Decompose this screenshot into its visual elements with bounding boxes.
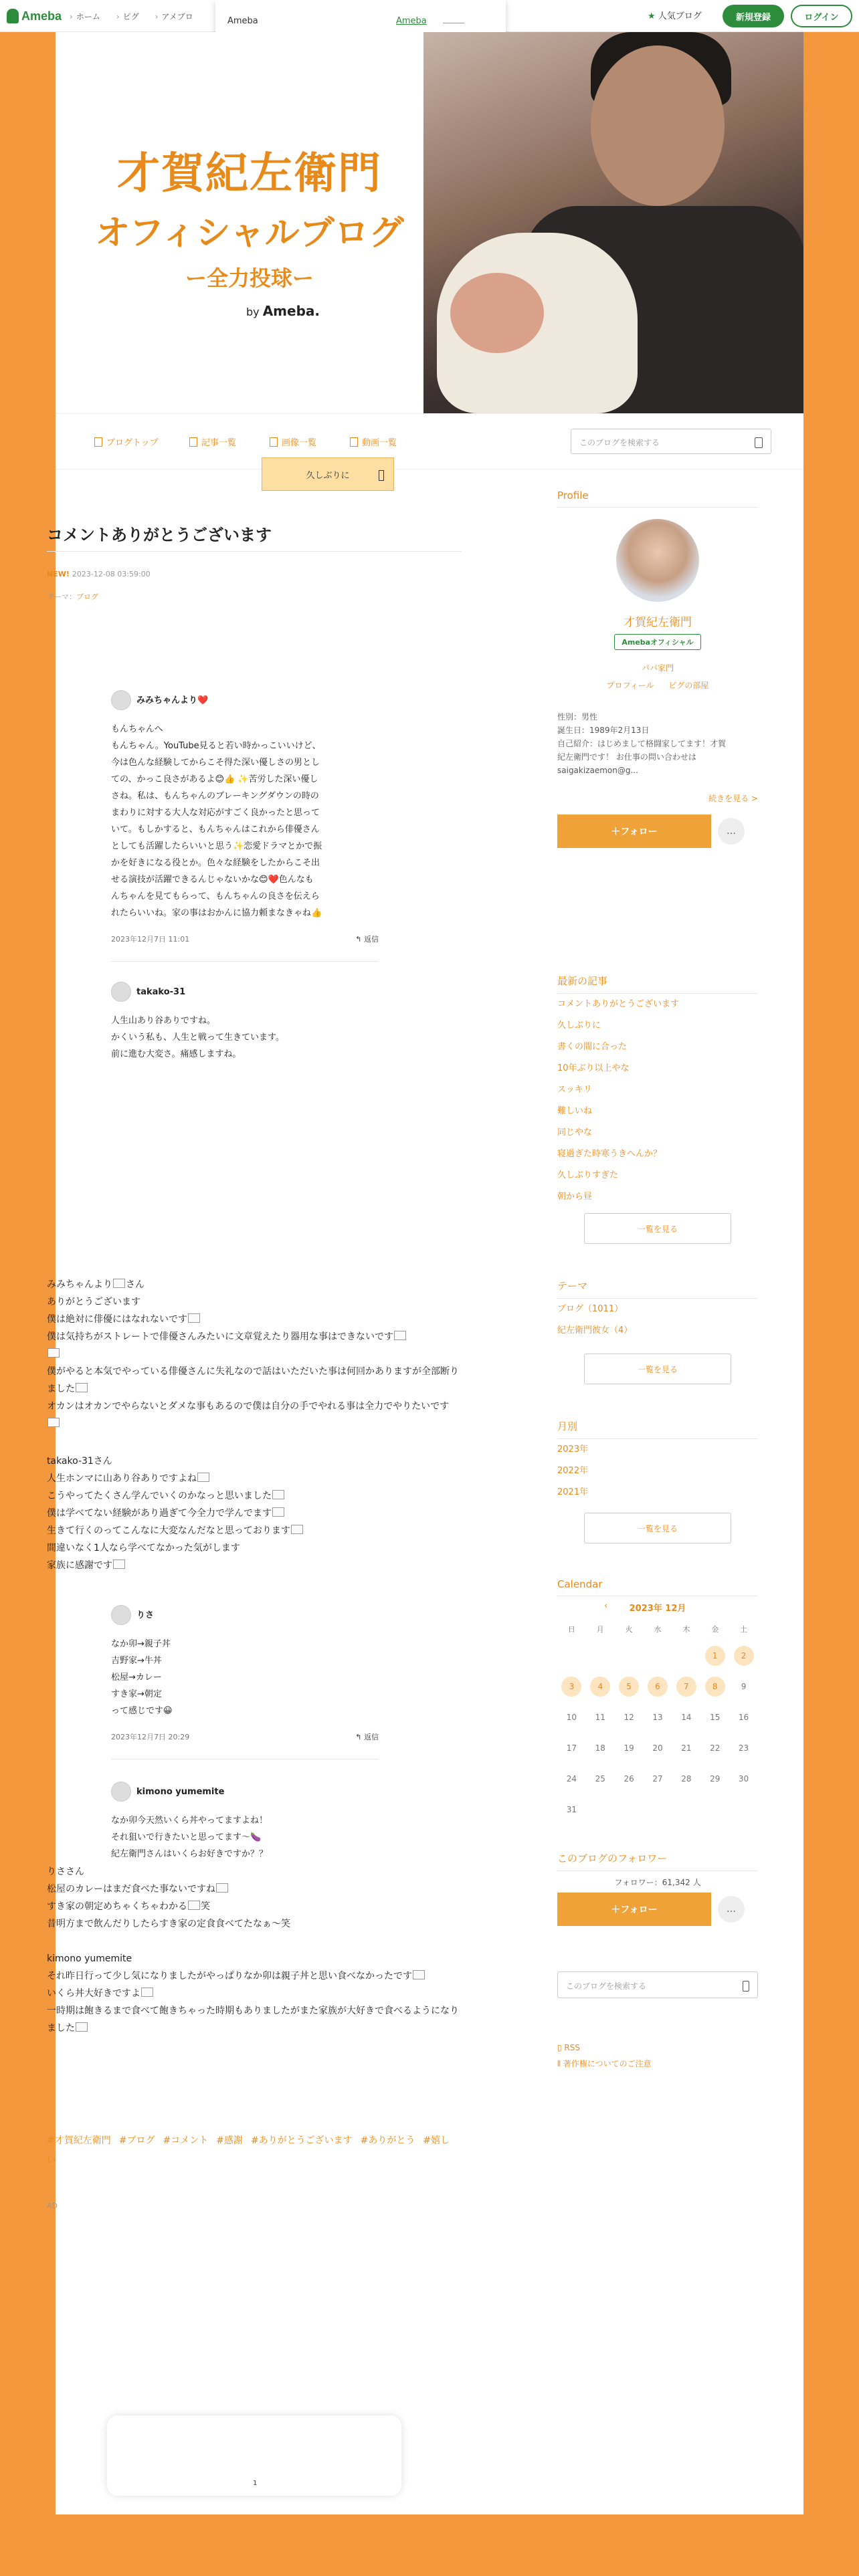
avatar (111, 1605, 131, 1625)
month-link[interactable]: 2023年 (557, 1444, 589, 1455)
calendar-empty (644, 1645, 672, 1667)
emoji-image (141, 1988, 153, 1997)
calendar-day: 19 (624, 1743, 634, 1753)
recent-entry-link[interactable]: 久しぶりに (557, 1021, 601, 1031)
text-line: なか卯今天然いくら丼やってますよね！ (111, 1816, 268, 1826)
copyright-link[interactable]: ⫴ 著作権についてのご注意 (557, 2059, 652, 2068)
text-line: こうやってたくさん学んでいくのかなっと思いました (47, 1487, 462, 1505)
text-line: みみちゃんより さん (47, 1279, 145, 1290)
nav-pigg[interactable]: › ピグ (116, 11, 139, 22)
rss-icon: ▯ (557, 2043, 565, 2052)
hashtag-link[interactable]: #ありがとうございます (250, 2135, 353, 2146)
text-line: takako-31さん (47, 1456, 112, 1467)
promo-card[interactable]: 1 (107, 2416, 401, 2496)
rss-link[interactable]: ▯ RSS (557, 2043, 580, 2052)
weekday-label: 月 (596, 1625, 604, 1634)
calendar-day: 18 (595, 1743, 605, 1753)
calendar-day: 28 (681, 1774, 692, 1784)
hashtag-link[interactable]: #コメント (163, 2135, 209, 2146)
text-line: それ昨日行って少し気になりましたがやっぱりなか卯は親子丼と思い食べなかったです (47, 1967, 462, 1985)
avatar (111, 690, 131, 710)
text-line: 生きて行くのってこんなに大変なんだなと思っております (47, 1522, 462, 1539)
text-line: 僕は学べてない経験があり過ぎて今全力で学んでます (47, 1505, 462, 1522)
theme-link[interactable]: ブログ (76, 593, 98, 601)
recent-entry-link[interactable]: コメントありがとうございます (557, 999, 680, 1009)
recent-entry-link[interactable]: 久しぶりすぎた (557, 1170, 619, 1180)
month-link[interactable]: 2021年 (557, 1487, 589, 1497)
hashtag-link[interactable]: #才賀紀左衛門 (47, 2135, 111, 2146)
text-line: いくら丼大好きですよ (47, 1985, 462, 2002)
text-line: すき家の朝定めちゃくちゃわかる 笑 (47, 1901, 210, 1912)
emoji-image (272, 1507, 284, 1517)
comment-text (111, 1812, 379, 1862)
recent-entry-link[interactable]: 寝過ぎた時寒うきへんか？ (557, 1149, 662, 1159)
recent-entry-link[interactable]: スッキリ (557, 1085, 592, 1095)
blog-header[interactable] (56, 32, 803, 413)
blog-nav (56, 413, 803, 469)
text-line: んちゃんを見てもらって、もんちゃんの良さを伝えら (111, 891, 320, 901)
register-button[interactable]: 新規登録 (723, 5, 784, 27)
text-line: 人生ホンマに山あり谷ありですよね (47, 1470, 462, 1487)
weekday-label: 木 (682, 1625, 690, 1634)
comment-card: kimono yumemite なか卯今天然いくら丼やってますよね！ それ狙いで行きたいと思ってます〜🍆 紀左衛門さんはいくらお好きですか？？ (111, 1782, 379, 1862)
text-line: すき家→朝定 (111, 1689, 162, 1699)
calendar-empty (557, 1645, 586, 1667)
text-line: 家族に感謝です (47, 1557, 462, 1574)
calendar-day: 15 (710, 1713, 721, 1722)
text-line: オカンはオカンでやらないとダメな事もあるので僕は自分の手でやれる事は全力でやりたいです (47, 1398, 462, 1432)
calendar-title: Calendar (557, 1578, 758, 1596)
hashtag-link[interactable]: #嬉しい (47, 2135, 450, 2166)
by-ameba: by Ameba. (246, 303, 320, 319)
nav-video-list[interactable]: 動画一覧 (350, 435, 397, 448)
calendar-day[interactable]: 3 (557, 1676, 586, 1697)
calendar-day: 11 (595, 1713, 605, 1722)
calendar-day: 9 (741, 1682, 747, 1691)
photo-baby-face (450, 273, 544, 353)
profile-info (557, 710, 758, 777)
hashtag-link[interactable]: #ブログ (118, 2135, 155, 2146)
text-line: 前に進む大変さ。痛感しますね。 (111, 1049, 242, 1059)
profile-title: Profile (557, 490, 758, 508)
text-line: かくいう私も、人生と戦って生きています。 (111, 1033, 284, 1043)
text-line: なか卯→親子丼 (111, 1639, 171, 1649)
ad-label: AD (47, 2202, 58, 2210)
calendar-day: 26 (624, 1774, 634, 1784)
calendar-prev-icon[interactable]: ‹ (604, 1601, 608, 1611)
text-line: 僕は絶対に俳優にはなれないです (47, 1311, 462, 1328)
login-button[interactable]: ログイン (791, 5, 852, 27)
calendar-day[interactable]: 6 (644, 1676, 672, 1697)
emoji-image (188, 1313, 200, 1323)
ameba-logo[interactable]: Ameba (7, 8, 62, 24)
calendar-day: 17 (566, 1743, 577, 1753)
emoji-image (113, 1560, 125, 1569)
profile-info-line: 誕生日：1989年2月13日 (557, 726, 650, 735)
recent-entry-link[interactable]: 書くの間に合った (557, 1042, 628, 1052)
comment-text (111, 721, 379, 922)
bottom-bar (0, 2514, 859, 2576)
body-paragraph (47, 1276, 462, 1432)
nav-image-list[interactable]: 画像一覧 (270, 435, 316, 448)
calendar-empty (586, 1645, 615, 1667)
calendar-day: 21 (681, 1743, 692, 1753)
entry-title: コメントありがとうございます (47, 526, 272, 544)
weekday-label: 火 (625, 1625, 633, 1634)
calendar-day: 31 (566, 1805, 577, 1814)
photo-head (591, 45, 725, 206)
recent-entry-link[interactable]: 10年ぶり以上やな (557, 1063, 630, 1073)
calendar-day: 23 (738, 1743, 749, 1753)
text-line: kimono yumemite (47, 1953, 132, 1964)
emoji-image (76, 2022, 88, 2032)
popular-blog-link[interactable]: ★ 人気ブログ (648, 11, 702, 21)
sidebar-search-input[interactable]: このブログを検索する (557, 1971, 758, 1998)
profile-info-line: 性別：男性 (557, 712, 598, 722)
follow-button-2[interactable]: ＋フォロー (557, 1893, 711, 1926)
nav-ameblo[interactable]: › アメブロ (155, 11, 193, 22)
theme-title: テーマ (557, 1279, 758, 1299)
text-line: ての、かっこ良さがあるよ😊👍 ✨苦労した深い優し (111, 774, 318, 784)
ameba-logo-icon (7, 9, 19, 23)
pigg-room-link[interactable]: ピグの部屋 (668, 681, 709, 690)
info-icon: ⫴ (557, 2059, 563, 2068)
body-paragraph (47, 1950, 462, 2037)
profile-avatar[interactable] (616, 519, 699, 602)
text-line: 吉野家→牛丼 (111, 1656, 162, 1666)
header-photo (423, 32, 803, 413)
weekday-label: 金 (711, 1625, 719, 1634)
emoji-image (113, 1279, 125, 1288)
calendar-day[interactable]: 8 (700, 1676, 729, 1697)
text-line: りささん (47, 1866, 84, 1877)
calendar-day[interactable]: 4 (586, 1676, 615, 1697)
text-line: としても活躍したらいいと思う✨恋愛ドラマとかで振 (111, 841, 322, 851)
emoji-image (272, 1490, 284, 1499)
entry-theme: テーマ：ブログ (47, 593, 98, 601)
recent-list (557, 994, 758, 1208)
emoji-image (76, 1383, 88, 1392)
calendar-day: 14 (681, 1713, 692, 1722)
comment-text (111, 1012, 379, 1063)
blog-title: 才賀紀左衛門 オフィシャルブログ ー全力投球ー by Ameba. (89, 139, 410, 319)
blog-search-input[interactable]: このブログを検索する (571, 429, 771, 454)
text-line: まわりに対する大人な対応がすごく良かったと思って (111, 808, 320, 818)
calendar-day[interactable]: 1 (700, 1645, 729, 1667)
text-line: かを好きになる役とか。色々な経験をしたからこそ出 (111, 858, 320, 868)
star-icon: ★ (648, 11, 656, 21)
popup-label: Ameba (227, 16, 258, 26)
text-line: 間違いなく1人なら学べてなかった気がします (47, 1543, 240, 1553)
nav-entry-list[interactable]: 記事一覧 (189, 435, 236, 448)
text-line: もんちゃんへ (111, 724, 163, 734)
text-line: ありがとうございます (47, 1297, 140, 1307)
title-divider (47, 551, 462, 552)
month-list (557, 1439, 758, 1503)
text-line: 松屋→カレー (111, 1673, 162, 1683)
profile-info-line: 自己紹介：はじめまして格闘家してます！才賀 (557, 739, 727, 748)
calendar-day: 22 (710, 1743, 721, 1753)
calendar-day: 27 (652, 1774, 663, 1784)
emoji-image (197, 1473, 209, 1482)
text-line: さね。私は、もんちゃんのブレーキングダウンの時の (111, 791, 319, 801)
weekday-label: 土 (740, 1625, 748, 1634)
comment-card: りさ なか卯→親子丼 吉野家→牛丼 松屋→カレー すき家→朝定 って感じです😀 2023年12月7日 20:29 ↰ 返信 (111, 1605, 379, 1759)
emoji-image (291, 1525, 303, 1534)
text-line: 昔明方まで飲んだりしたらすき家の定食食べてたなぁ〜笑 (47, 1919, 290, 1929)
official-badge: Amebaオフィシャル (614, 634, 700, 650)
month-view-all-button[interactable]: 一覧を見る (584, 1513, 731, 1543)
text-line: 紀左衛門さんはいくらお好きですか？？ (111, 1849, 268, 1859)
emoji-image (47, 1418, 60, 1427)
month-title: 月別 (557, 1419, 758, 1439)
comment-text (111, 1636, 379, 1719)
follow-button[interactable]: ＋フォロー (557, 815, 711, 848)
text-line: れたらいいね。家の事はおかんに協力頼まなきゃね👍 (111, 908, 322, 918)
theme-link[interactable]: 紀左衛門彼女（4） (557, 1325, 633, 1335)
entry-date: NEW! 2023-12-08 03:59:00 (47, 570, 151, 578)
hashtag-list (47, 2131, 462, 2171)
text-line: いて。もしかすると、もんちゃんはこれから俳優さん (111, 825, 320, 835)
read-more-link[interactable]: 続きを見る > (708, 794, 758, 803)
emoji-image (216, 1883, 228, 1893)
recent-entry-link[interactable]: 朝から昼 (557, 1192, 593, 1202)
nav-home[interactable]: › ホーム (70, 11, 100, 22)
recent-entry-link[interactable]: 難しいね (557, 1106, 593, 1116)
global-nav (70, 11, 193, 22)
calendar-day: 25 (595, 1774, 605, 1784)
calendar-grid (557, 1622, 758, 1820)
avatar (111, 1782, 131, 1802)
recent-view-all-button[interactable]: 一覧を見る (584, 1213, 731, 1244)
text-line: 一時期は飽きるまで食べて飽きちゃった時期もありましたがまた家族が大好きで食べるようになりました (47, 2006, 459, 2034)
text-line: って感じです😀 (111, 1706, 173, 1716)
emoji-image (394, 1331, 406, 1340)
text-line: 松屋のカレーはまだ食べた事ないですね (47, 1881, 462, 1898)
month-link[interactable]: 2022年 (557, 1466, 589, 1476)
follower-count: フォロワー：61,342 人 (614, 1878, 701, 1887)
calendar-day[interactable]: 5 (615, 1676, 644, 1697)
reply-button[interactable]: ↰ 返信 (355, 1729, 379, 1745)
reply-button[interactable]: ↰ 返信 (355, 931, 379, 948)
calendar-day: 30 (738, 1774, 749, 1784)
text-line: 僕がやると本気でやっている俳優さんに失礼なので話はいただいた事は何回かありますが全部断りました (47, 1366, 459, 1394)
theme-link[interactable]: ブログ（1011） (557, 1304, 624, 1314)
followers-title: このブログのフォロワー (557, 1851, 758, 1871)
recent-title: 最新の記事 (557, 974, 758, 994)
comment-card: みみちゃんより❤️ もんちゃんへ もんちゃん。YouTube見ると若い時かっこいいけど、 今は色んな経験してからこそ得た深い優しさの男とし ての、かっこ良さがあるよ😊👍 ✨苦労した深い優し さね。私は、もんちゃんのブレーキングダウンの時の まわりに対する大人な対応がすごく良かったと思って いて。もしかすると、もんちゃんはこれから俳優さん としても活躍したらいいと思う✨恋愛ドラマとかで振 かを好きになる役とか。色々な経験をしたからこそ出 せる演技が活躍できるんじゃないかな😊❤️色んなも んちゃんを見てもらって、もんちゃんの良さを伝えら れたらいいね。家の事はおかんに協力頼まなきゃね👍 2023年12月7日 11:01 ↰ 返信 (111, 690, 379, 962)
text-line: せる演技が活躍できるんじゃないかな😊❤️色んなも (111, 875, 314, 885)
text-line: 人生山あり谷ありですね。 (111, 1016, 216, 1026)
profile-info-line: saigakizaemon@g... (557, 766, 638, 775)
calendar-day: 13 (652, 1713, 663, 1722)
weekday-label: 水 (654, 1625, 662, 1634)
text-line (47, 1346, 462, 1363)
calendar-day: 16 (738, 1713, 749, 1722)
theme-view-all-button[interactable]: 一覧を見る (584, 1354, 731, 1384)
avatar (111, 982, 131, 1002)
profile-name[interactable]: 才賀紀左衛門 (624, 616, 692, 629)
hashtag-link[interactable]: #ありがとう (360, 2135, 415, 2146)
calendar-day: 29 (710, 1774, 721, 1784)
nav-blog-top[interactable]: ブログトップ (94, 435, 159, 448)
body-paragraph (47, 1863, 462, 1933)
calendar-day: 24 (566, 1774, 577, 1784)
profile-info-line: 紀左衛門です！ お仕事の問い合わせは (557, 752, 696, 762)
more-icon[interactable]: … (718, 818, 745, 845)
emoji-image (413, 1970, 425, 1979)
text-line: 今は色んな経験してからこそ得た深い優しさの男とし (111, 758, 320, 768)
calendar-empty (615, 1645, 644, 1667)
calendar-day: 10 (566, 1713, 577, 1722)
calendar-month: 2023年 12月 (629, 1604, 686, 1614)
profile-job: パパ家門 (641, 663, 674, 673)
recent-entry-link[interactable]: 同じやな (557, 1128, 593, 1138)
profile-link[interactable]: プロフィール (606, 681, 654, 690)
weekday-label: 日 (567, 1625, 575, 1634)
prev-entry-button[interactable]: 久しぶりに (262, 457, 394, 491)
calendar-day[interactable]: 2 (729, 1645, 758, 1667)
emoji-image (47, 1348, 60, 1358)
popup-link[interactable]: Ameba (396, 16, 427, 26)
theme-list (557, 1299, 758, 1341)
calendar-day: 12 (624, 1713, 634, 1722)
body-paragraph (47, 1453, 462, 1574)
comment-card: takako-31 人生山あり谷ありですね。 かくいう私も、人生と戦って生きています。 前に進む大変さ。痛感しますね。 (111, 982, 379, 1063)
hashtag-link[interactable]: #感謝 (216, 2135, 243, 2146)
emoji-image (188, 1901, 200, 1910)
calendar-day: 20 (652, 1743, 663, 1753)
calendar-day[interactable]: 7 (672, 1676, 700, 1697)
text-line: それ狙いで行きたいと思ってます〜🍆 (111, 1832, 262, 1842)
text-line: 僕は気持ちがストレートで俳優さんみたいに文章覚えたり器用な事はできないです (47, 1328, 462, 1346)
calendar-empty (672, 1645, 700, 1667)
more-icon[interactable]: … (718, 1896, 745, 1923)
text-line: もんちゃん。YouTube見ると若い時かっこいいけど、 (111, 741, 321, 751)
